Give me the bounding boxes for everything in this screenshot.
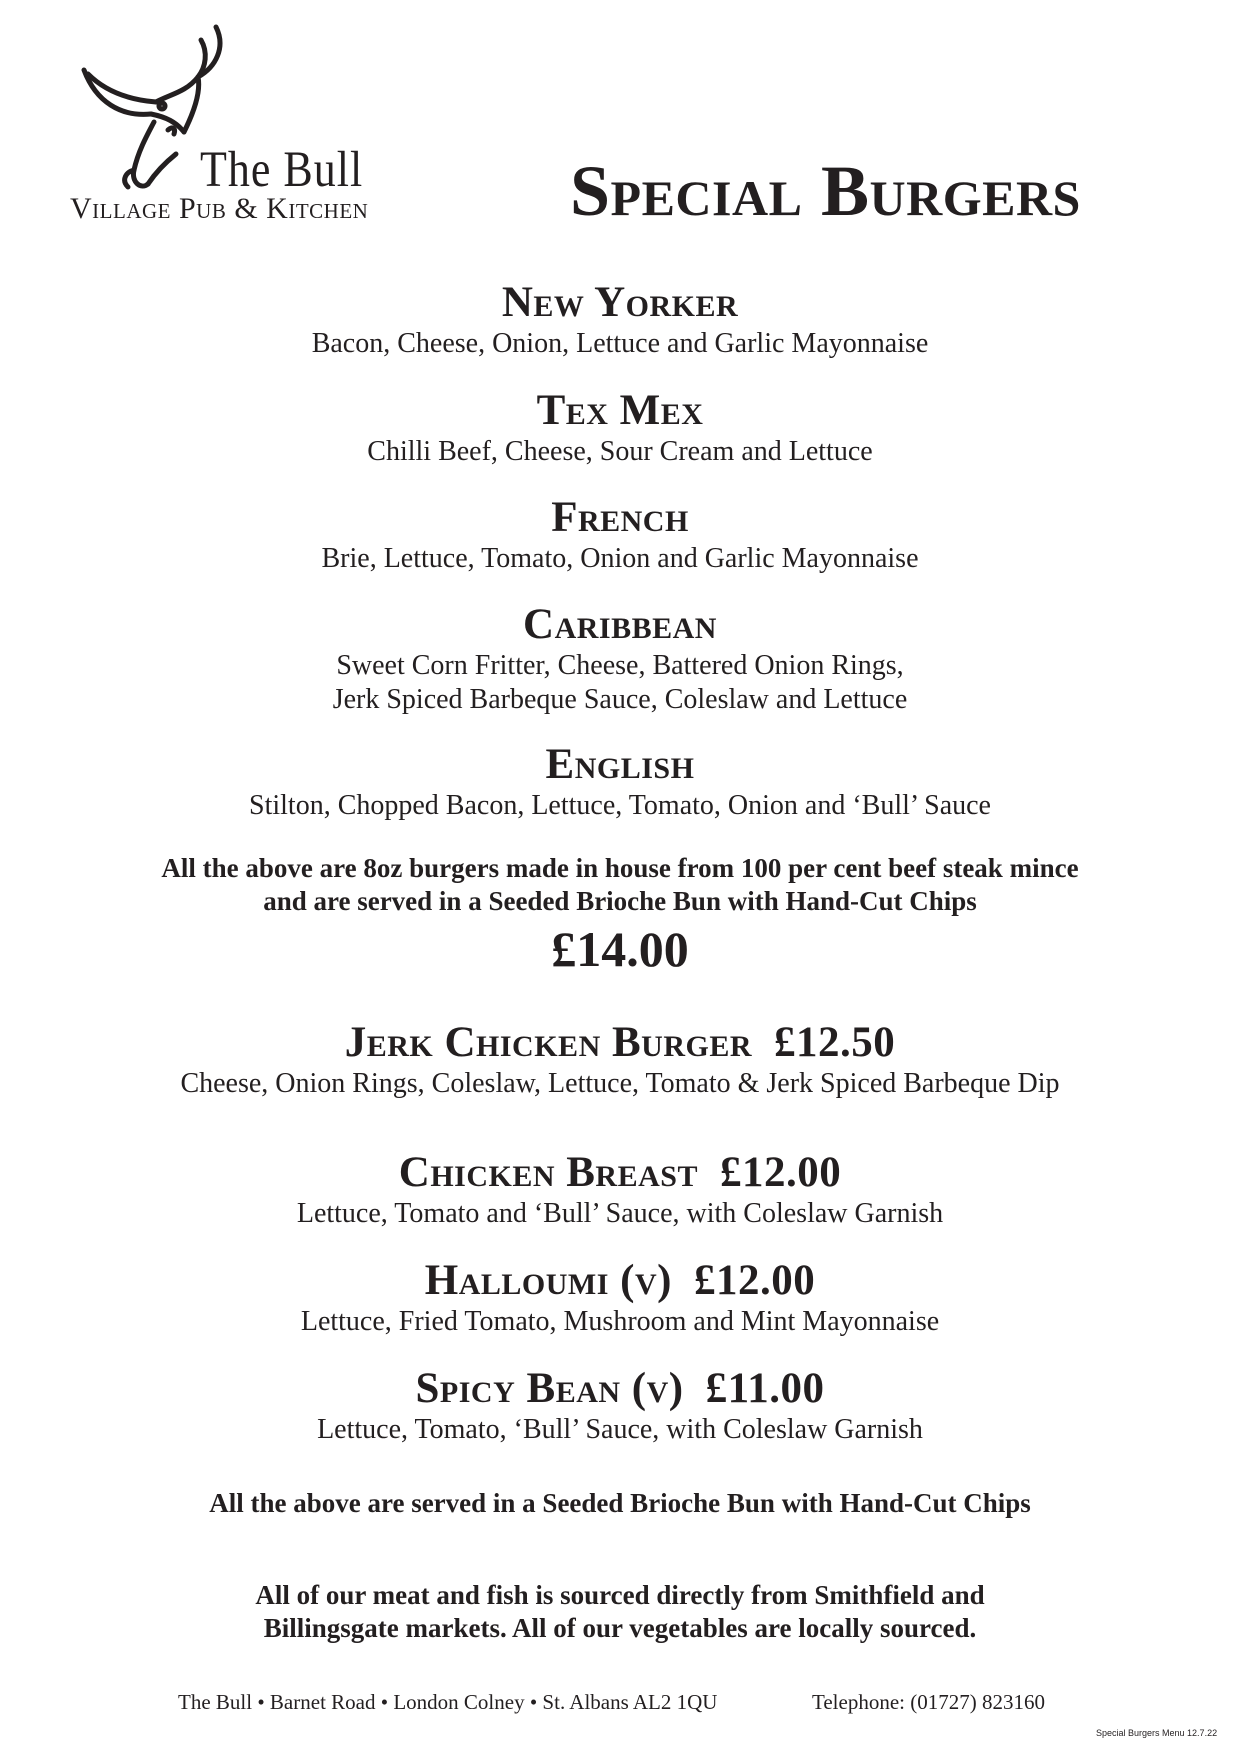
item-description: Jerk Spiced Barbeque Sauce, Coleslaw and Lettuce bbox=[332, 684, 908, 715]
footer-telephone: Telephone: (01727) 823160 bbox=[812, 1690, 1045, 1714]
note-line: All the above are 8oz burgers made in house from 100 per cent beef steak mince bbox=[161, 853, 1079, 883]
item-name: Spicy Bean (v) bbox=[415, 1365, 684, 1412]
note-line: All the above are served in a Seeded Brioche Bun with Hand-Cut Chips bbox=[209, 1488, 1031, 1518]
item-description: Lettuce, Fried Tomato, Mushroom and Mint Mayonnaise bbox=[300, 1306, 940, 1337]
item-price: £11.00 bbox=[705, 1365, 825, 1412]
item-description: Brie, Lettuce, Tomato, Onion and Garlic Mayonnaise bbox=[321, 543, 919, 574]
menu-item bbox=[0, 740, 1240, 823]
logo bbox=[70, 22, 480, 232]
note-line: All of our meat and fish is sourced directly from Smithfield and bbox=[255, 1580, 985, 1610]
item-name: Halloumi (v) bbox=[424, 1257, 672, 1304]
item-description: Lettuce, Tomato, ‘Bull’ Sauce, with Coleslaw Garnish bbox=[317, 1414, 923, 1445]
logo-name: The Bull bbox=[200, 141, 364, 198]
page-title: Special Burgers bbox=[570, 151, 1081, 231]
special-note bbox=[0, 852, 1240, 918]
item-name: Jerk Chicken Burger bbox=[344, 1019, 753, 1066]
logo-tagline: Village Pub & Kitchen bbox=[70, 192, 369, 225]
item-description: Sweet Corn Fritter, Cheese, Battered Onion Rings, bbox=[336, 650, 904, 681]
menu-item bbox=[0, 386, 1240, 469]
item-name: New Yorker bbox=[501, 279, 739, 326]
sourcing-note bbox=[0, 1579, 1240, 1645]
menu-item bbox=[0, 1148, 1240, 1231]
item-description: Chilli Beef, Cheese, Sour Cream and Lettuce bbox=[367, 436, 873, 467]
item-price: £12.00 bbox=[693, 1257, 816, 1304]
menu-item bbox=[0, 278, 1240, 361]
footer-reference: Special Burgers Menu 12.7.22 bbox=[1096, 1728, 1218, 1738]
item-price: £12.50 bbox=[774, 1019, 896, 1066]
other-note bbox=[0, 1487, 1240, 1520]
note-line: Billingsgate markets. All of our vegetables are locally sourced. bbox=[263, 1613, 977, 1643]
note-line: and are served in a Seeded Brioche Bun with Hand-Cut Chips bbox=[263, 886, 977, 916]
item-description: Stilton, Chopped Bacon, Lettuce, Tomato, Onion and ‘Bull’ Sauce bbox=[249, 790, 991, 821]
item-name: Tex Mex bbox=[536, 387, 704, 434]
item-name: Chicken Breast bbox=[398, 1149, 698, 1196]
item-description: Bacon, Cheese, Onion, Lettuce and Garlic Mayonnaise bbox=[311, 328, 929, 359]
item-name: Caribbean bbox=[523, 601, 717, 648]
item-description: Lettuce, Tomato and ‘Bull’ Sauce, with Coleslaw Garnish bbox=[296, 1198, 944, 1229]
item-description: Cheese, Onion Rings, Coleslaw, Lettuce, Tomato & Jerk Spiced Barbeque Dip bbox=[180, 1068, 1060, 1099]
menu-item bbox=[0, 1256, 1240, 1339]
menu-item bbox=[0, 493, 1240, 576]
menu-item bbox=[0, 600, 1240, 717]
price: £14.00 bbox=[551, 921, 689, 977]
item-price: £12.00 bbox=[719, 1149, 842, 1196]
special-price bbox=[0, 920, 1240, 978]
menu-item bbox=[0, 1018, 1240, 1101]
item-name: French bbox=[551, 494, 689, 541]
footer-address: The Bull • Barnet Road • London Colney • St. Albans AL2 1QU bbox=[178, 1690, 718, 1714]
item-name: English bbox=[545, 741, 695, 788]
menu-item bbox=[0, 1364, 1240, 1447]
